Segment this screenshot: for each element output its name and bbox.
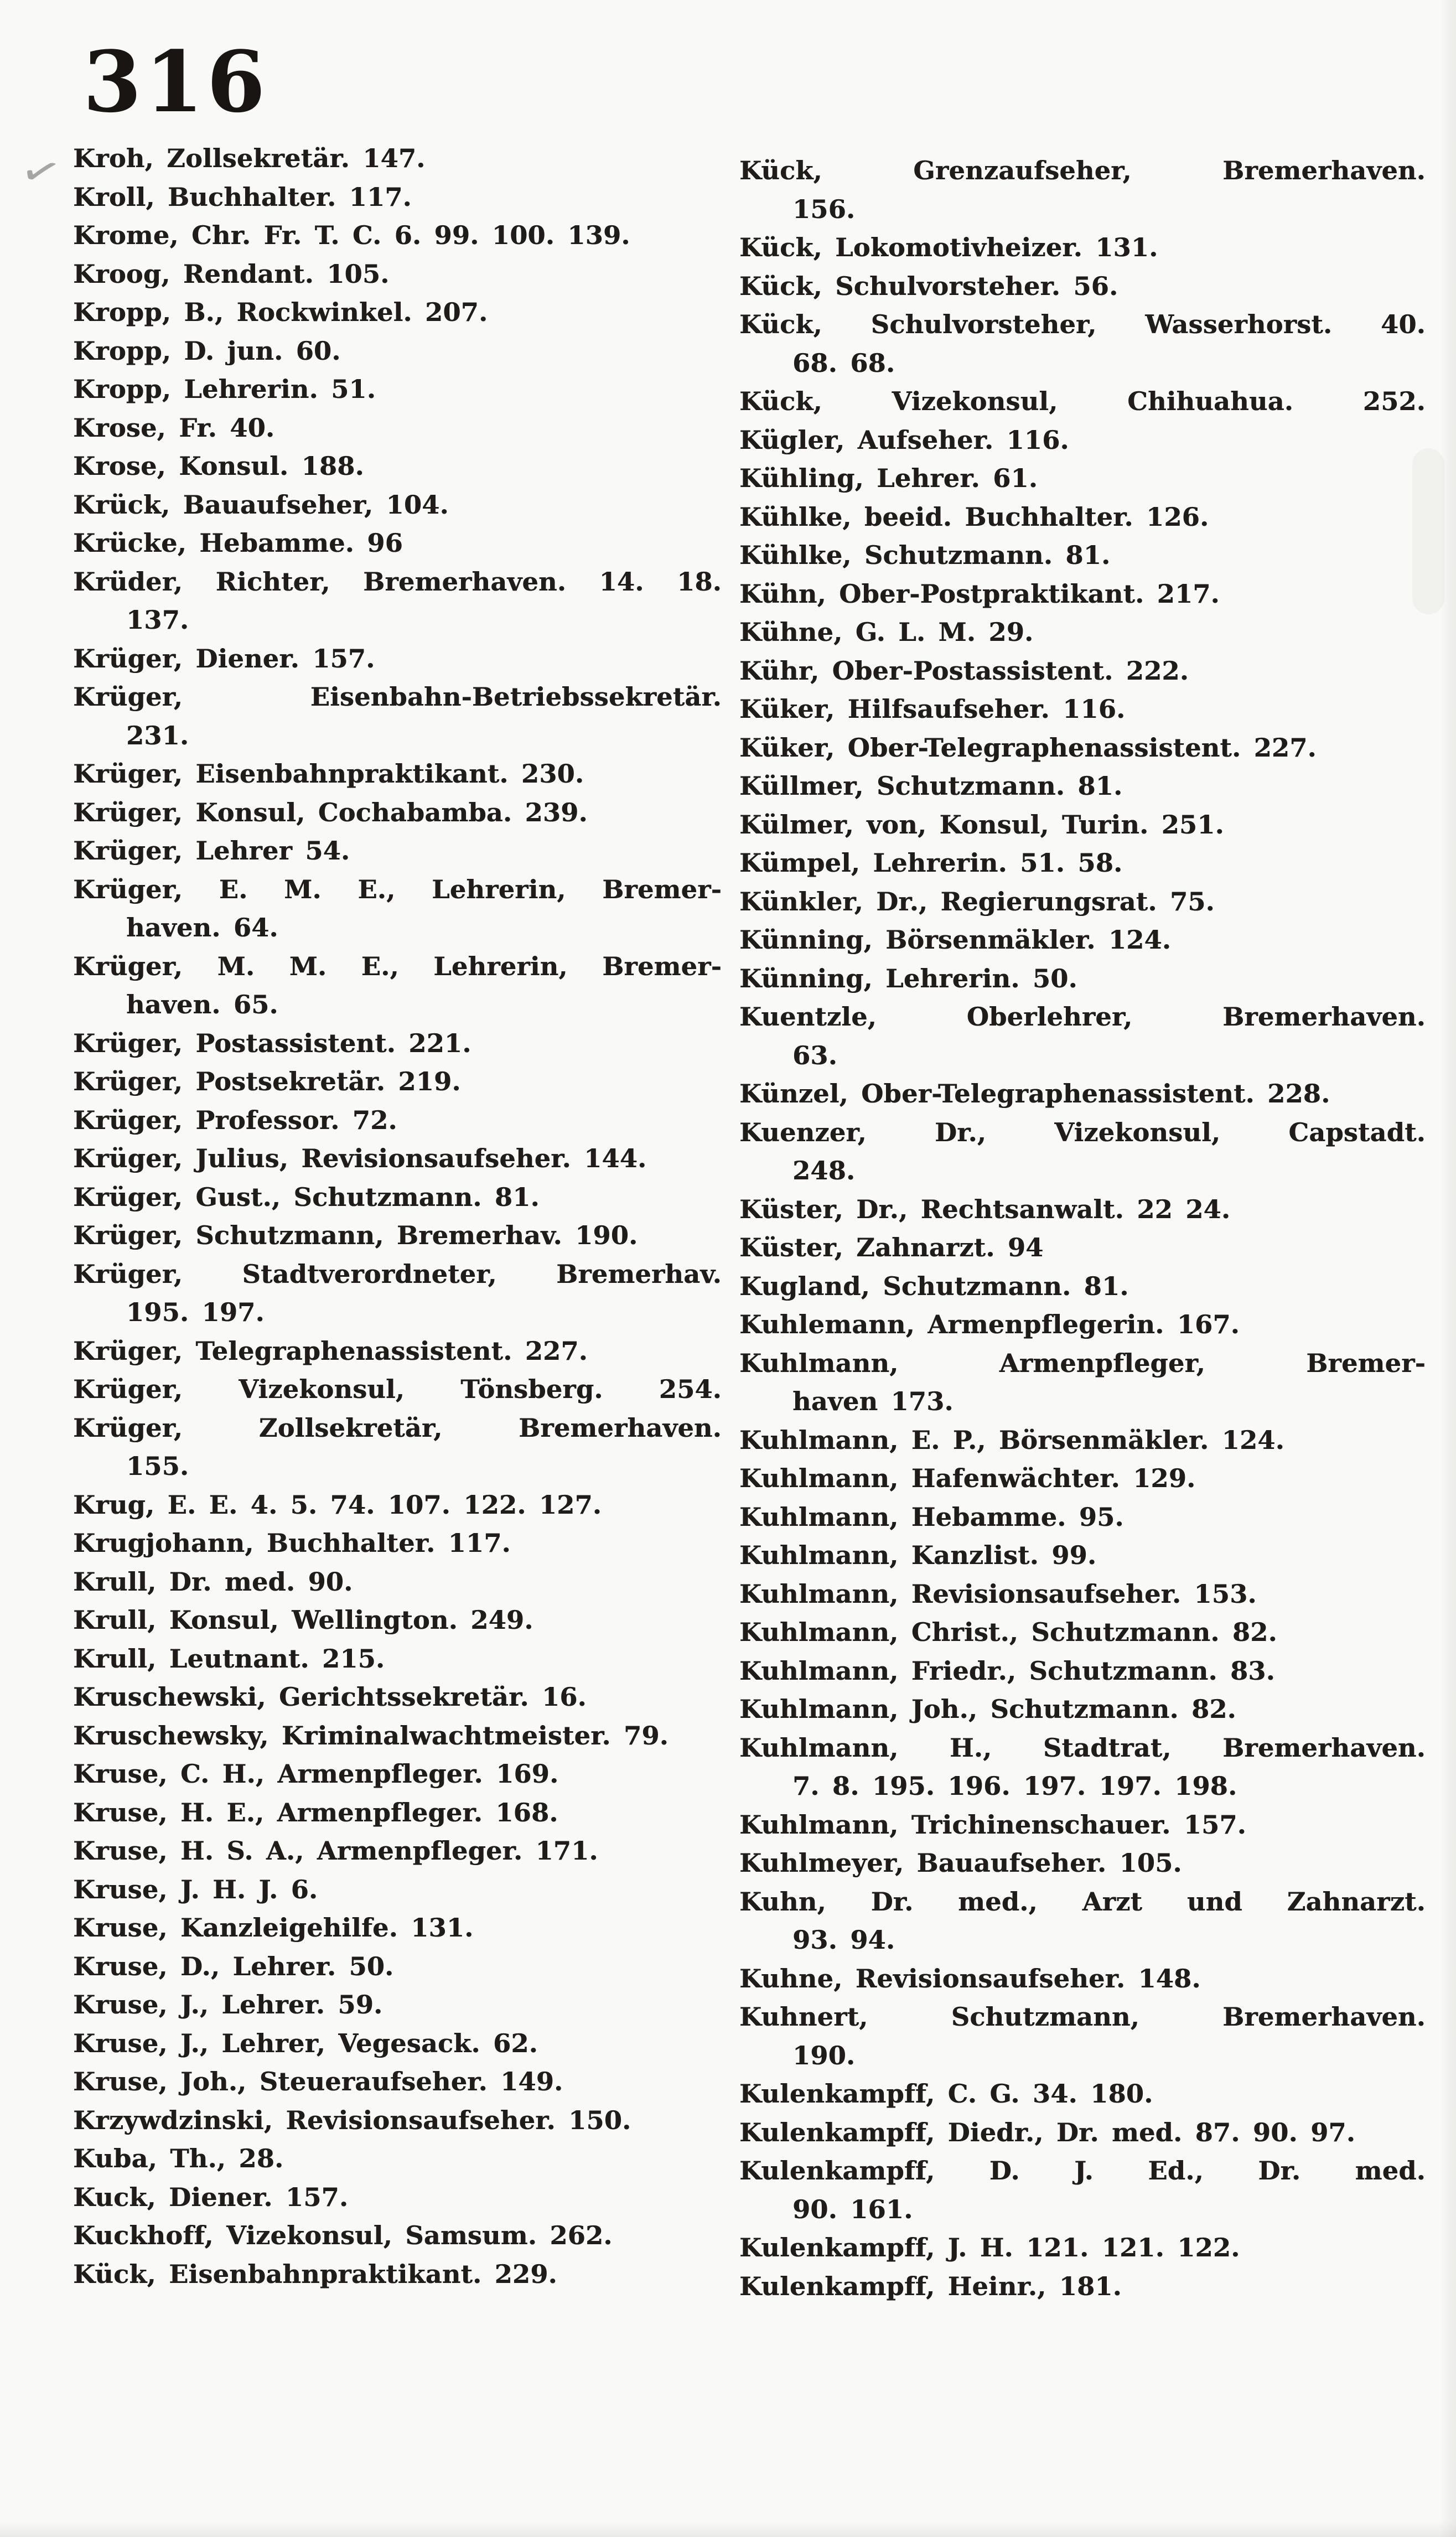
index-entry-line: Krull, Dr. med. 90.	[73, 1566, 353, 1597]
index-entry-line: Kühne, G. L. M. 29.	[739, 617, 1034, 647]
page-number: 316	[83, 32, 269, 131]
index-entry-line: Kuhlmann, Joh., Schutzmann. 82.	[739, 1694, 1236, 1724]
index-entry-line: 156.	[792, 194, 856, 224]
index-entry-line: Krose, Fr. 40.	[73, 412, 275, 443]
index-entry-line: Kroog, Rendant. 105.	[73, 258, 390, 289]
index-entry-line: Kruse, D., Lehrer. 50.	[73, 1951, 394, 1981]
index-entry-line: Kuck, Diener. 157.	[73, 2182, 349, 2212]
index-entry-line: Kropp, B., Rockwinkel. 207.	[73, 297, 488, 327]
index-entry-line: Kück, Vizekonsul, Chihuahua. 252.	[739, 386, 1426, 416]
index-entry-line: Kruse, H. S. A., Armenpfleger. 171.	[73, 1836, 598, 1866]
index-entry-line: Kühr, Ober-Postassistent. 222.	[739, 655, 1189, 686]
index-entry-line: Kück, Grenzaufseher, Bremerhaven.	[739, 156, 1426, 185]
index-entry-line: Kruse, H. E., Armenpfleger. 168.	[73, 1797, 558, 1827]
index-entry-line: Künning, Börsenmäkler. 124.	[739, 925, 1172, 955]
index-entry-line: Küster, Dr., Rechtsanwalt. 22 24.	[739, 1194, 1231, 1224]
index-entry-line: Krüger, Professor. 72.	[73, 1105, 397, 1135]
index-entry-line: Kück, Eisenbahnpraktikant. 229.	[73, 2259, 557, 2289]
index-entry-line: Kuhlmann, Hafenwächter. 129.	[739, 1463, 1196, 1493]
index-entry-line: 195. 197.	[126, 1297, 265, 1327]
index-entry-line: Krücke, Hebamme. 96	[73, 528, 403, 558]
index-entry-line: Kuhn, Dr. med., Arzt und Zahnarzt.	[739, 1886, 1426, 1917]
index-entry-line: Kruse, C. H., Armenpfleger. 169.	[73, 1759, 559, 1789]
index-entry-line: Kulenkampff, Diedr., Dr. med. 87. 90. 97.	[739, 2117, 1356, 2147]
handwritten-check-icon: ✓	[15, 144, 67, 199]
index-entry-line: Künning, Lehrerin. 50.	[739, 963, 1077, 993]
index-entry-line: 248.	[792, 1156, 856, 1185]
index-entry-line: Krüger, Diener. 157.	[73, 643, 375, 674]
index-entry-line: Kuhlmann, Hebamme. 95.	[739, 1502, 1124, 1532]
scan-edge-shadow-bottom	[0, 2522, 1456, 2537]
index-entry-line: Kruse, J., Lehrer. 59.	[73, 1990, 383, 2020]
index-entry-line: Kuhlmann, Revisionsaufseher. 153.	[739, 1578, 1257, 1609]
index-entry-line: Kuhlmann, Friedr., Schutzmann. 83.	[739, 1655, 1275, 1686]
index-column-left	[73, 139, 722, 2293]
index-entry-line: Krüger, Stadtverordneter, Bremerhav.	[73, 1259, 722, 1289]
index-entry-line: Krull, Leutnant. 215.	[73, 1643, 385, 1674]
index-entry-line: 7. 8. 195. 196. 197. 197. 198.	[792, 1771, 1237, 1801]
index-entry-line: Kügler, Aufseher. 116.	[739, 424, 1069, 455]
index-entry-line: 63.	[792, 1040, 837, 1070]
scan-edge-shadow-right	[1439, 0, 1456, 2537]
index-entry-line: Kruschewski, Gerichtssekretär. 16.	[73, 1682, 587, 1712]
index-entry-line: Kühn, Ober-Postpraktikant. 217.	[739, 578, 1220, 609]
index-entry-line: Kroh, Zollsekretär. 147.	[73, 143, 426, 173]
index-entry-line: Kühlke, Schutzmann. 81.	[739, 540, 1111, 570]
index-entry-line: Krüger, Julius, Revisionsaufseher. 144.	[73, 1143, 647, 1173]
index-entry-line: Krose, Konsul. 188.	[73, 451, 364, 481]
index-entry-line: Krüger, Eisenbahnpraktikant. 230.	[73, 759, 584, 789]
index-entry-line: Krull, Konsul, Wellington. 249.	[73, 1605, 533, 1635]
index-entry-line: Kulenkampff, Heinr., 181.	[739, 2271, 1122, 2301]
index-entry-line: Kulenkampff, C. G. 34. 180.	[739, 2079, 1153, 2109]
index-entry-line: Krüger, Eisenbahn-Betriebssekretär.	[73, 682, 722, 712]
index-entry-line: Küker, Ober-Telegraphenassistent. 227.	[739, 732, 1317, 763]
index-entry-line: Kuhlmann, Trichinenschauer. 157.	[739, 1809, 1246, 1840]
index-entry-line: Kulenkampff, D. J. Ed., Dr. med.	[739, 2156, 1426, 2186]
index-entry-line: Kühlke, beeid. Buchhalter. 126.	[739, 501, 1209, 532]
index-entry-line: Küster, Zahnarzt. 94	[739, 1233, 1044, 1262]
index-entry-line: Kuhlemann, Armenpflegerin. 167.	[739, 1309, 1240, 1339]
index-entry-line: Kümpel, Lehrerin. 51. 58.	[739, 848, 1123, 878]
index-entry-line: Küllmer, Schutzmann. 81.	[739, 771, 1123, 801]
index-entry-line: Krug, E. E. 4. 5. 74. 107. 122. 127.	[73, 1489, 602, 1520]
index-entry-line: 68. 68.	[792, 348, 895, 378]
index-entry-line: Kühling, Lehrer. 61.	[739, 463, 1038, 493]
index-entry-line: Kulenkampff, J. H. 121. 121. 122.	[739, 2233, 1240, 2262]
index-entry-line: Krüger, Vizekonsul, Tönsberg. 254.	[73, 1374, 722, 1404]
index-entry-line: Kruse, J. H. J. 6.	[73, 1874, 318, 1904]
index-entry-line: Kuckhoff, Vizekonsul, Samsum. 262.	[73, 2220, 613, 2250]
index-entry-line: Kruschewsky, Kriminalwachtmeister. 79.	[73, 1720, 669, 1751]
index-entry-line: haven. 65.	[126, 990, 278, 1019]
index-entry-line: Kuhlmann, H., Stadtrat, Bremerhaven.	[739, 1732, 1426, 1763]
index-entry-line: 137.	[126, 605, 189, 635]
index-entry-line: Krüger, Gust., Schutzmann. 81.	[73, 1182, 540, 1212]
index-entry-line: Kück, Lokomotivheizer. 131.	[739, 232, 1158, 262]
index-entry-line: haven 173.	[792, 1386, 954, 1416]
index-entry-line: Kropp, D. jun. 60.	[73, 335, 341, 366]
index-entry-line: Küker, Hilfsaufseher. 116.	[739, 694, 1126, 724]
index-entry-line: Künkler, Dr., Regierungsrat. 75.	[739, 886, 1215, 917]
index-entry-line: Krüger, M. M. E., Lehrerin, Bremer-	[73, 951, 722, 981]
index-entry-line: Krugjohann, Buchhalter. 117.	[73, 1528, 511, 1558]
index-entry-line: 93. 94.	[792, 1925, 895, 1955]
index-entry-line: Kroll, Buchhalter. 117.	[73, 182, 412, 212]
index-entry-line: Krüger, Konsul, Cochabamba. 239.	[73, 797, 588, 827]
index-entry-line: Krüger, Zollsekretär, Bremerhaven.	[73, 1412, 722, 1443]
index-entry-line: haven. 64.	[126, 913, 278, 943]
index-entry-line: 231.	[126, 720, 189, 750]
index-entry-line: Krüger, Postassistent. 221.	[73, 1028, 471, 1058]
index-entry-line: Krüger, Lehrer 54.	[73, 836, 350, 866]
index-entry-line: Kuentzle, Oberlehrer, Bremerhaven.	[739, 1002, 1426, 1032]
index-entry-line: Krüder, Richter, Bremerhaven. 14. 18.	[73, 566, 722, 597]
index-entry-line: Krüger, Telegraphenassistent. 227.	[73, 1335, 588, 1366]
index-entry-line: Kück, Schulvorsteher. 56.	[739, 271, 1118, 301]
index-entry-line: Krzywdzinski, Revisionsaufseher. 150.	[73, 2105, 631, 2135]
index-entry-line: Kuhlmeyer, Bauaufseher. 105.	[739, 1848, 1182, 1878]
index-column-right	[739, 152, 1426, 2306]
index-entry-line: Kück, Schulvorsteher, Wasserhorst. 40.	[739, 309, 1426, 339]
index-entry-line: Kruse, Kanzleigehilfe. 131.	[73, 1913, 474, 1943]
index-entry-line: Kuhne, Revisionsaufseher. 148.	[739, 1963, 1201, 1994]
index-entry-line: 90. 161.	[792, 2194, 913, 2224]
index-entry-line: Künzel, Ober-Telegraphenassistent. 228.	[739, 1079, 1330, 1109]
index-entry-line: Kugland, Schutzmann. 81.	[739, 1271, 1129, 1301]
index-entry-line: Kruse, J., Lehrer, Vegesack. 62.	[73, 2028, 538, 2058]
index-entry-line: Kuhnert, Schutzmann, Bremerhaven.	[739, 2002, 1426, 2032]
index-entry-line: Kuhlmann, E. P., Börsenmäkler. 124.	[739, 1425, 1284, 1455]
index-entry-line: Kruse, Joh., Steueraufseher. 149.	[73, 2067, 563, 2096]
index-entry-line: Krüger, Schutzmann, Bremerhav. 190.	[73, 1220, 638, 1250]
index-entry-line: Kuhlmann, Christ., Schutzmann. 82.	[739, 1617, 1277, 1647]
index-entry-line: Kuba, Th., 28.	[73, 2143, 284, 2173]
index-entry-line: Külmer, von, Konsul, Turin. 251.	[739, 809, 1224, 840]
index-entry-line: Kuhlmann, Kanzlist. 99.	[739, 1540, 1097, 1570]
index-entry-line: Krück, Bauaufseher, 104.	[73, 489, 449, 520]
index-entry-line: 155.	[126, 1451, 189, 1481]
index-entry-line: 190.	[792, 2040, 856, 2070]
index-entry-line: Krüger, Postsekretär. 219.	[73, 1066, 461, 1096]
index-entry-line: Krüger, E. M. E., Lehrerin, Bremer-	[73, 874, 722, 904]
index-entry-line: Kuenzer, Dr., Vizekonsul, Capstadt.	[739, 1117, 1426, 1147]
index-entry-line: Krome, Chr. Fr. T. C. 6. 99. 100. 139.	[73, 220, 630, 250]
index-entry-line: Kuhlmann, Armenpfleger, Bremer-	[739, 1348, 1426, 1378]
index-entry-line: Kropp, Lehrerin. 51.	[73, 374, 376, 404]
